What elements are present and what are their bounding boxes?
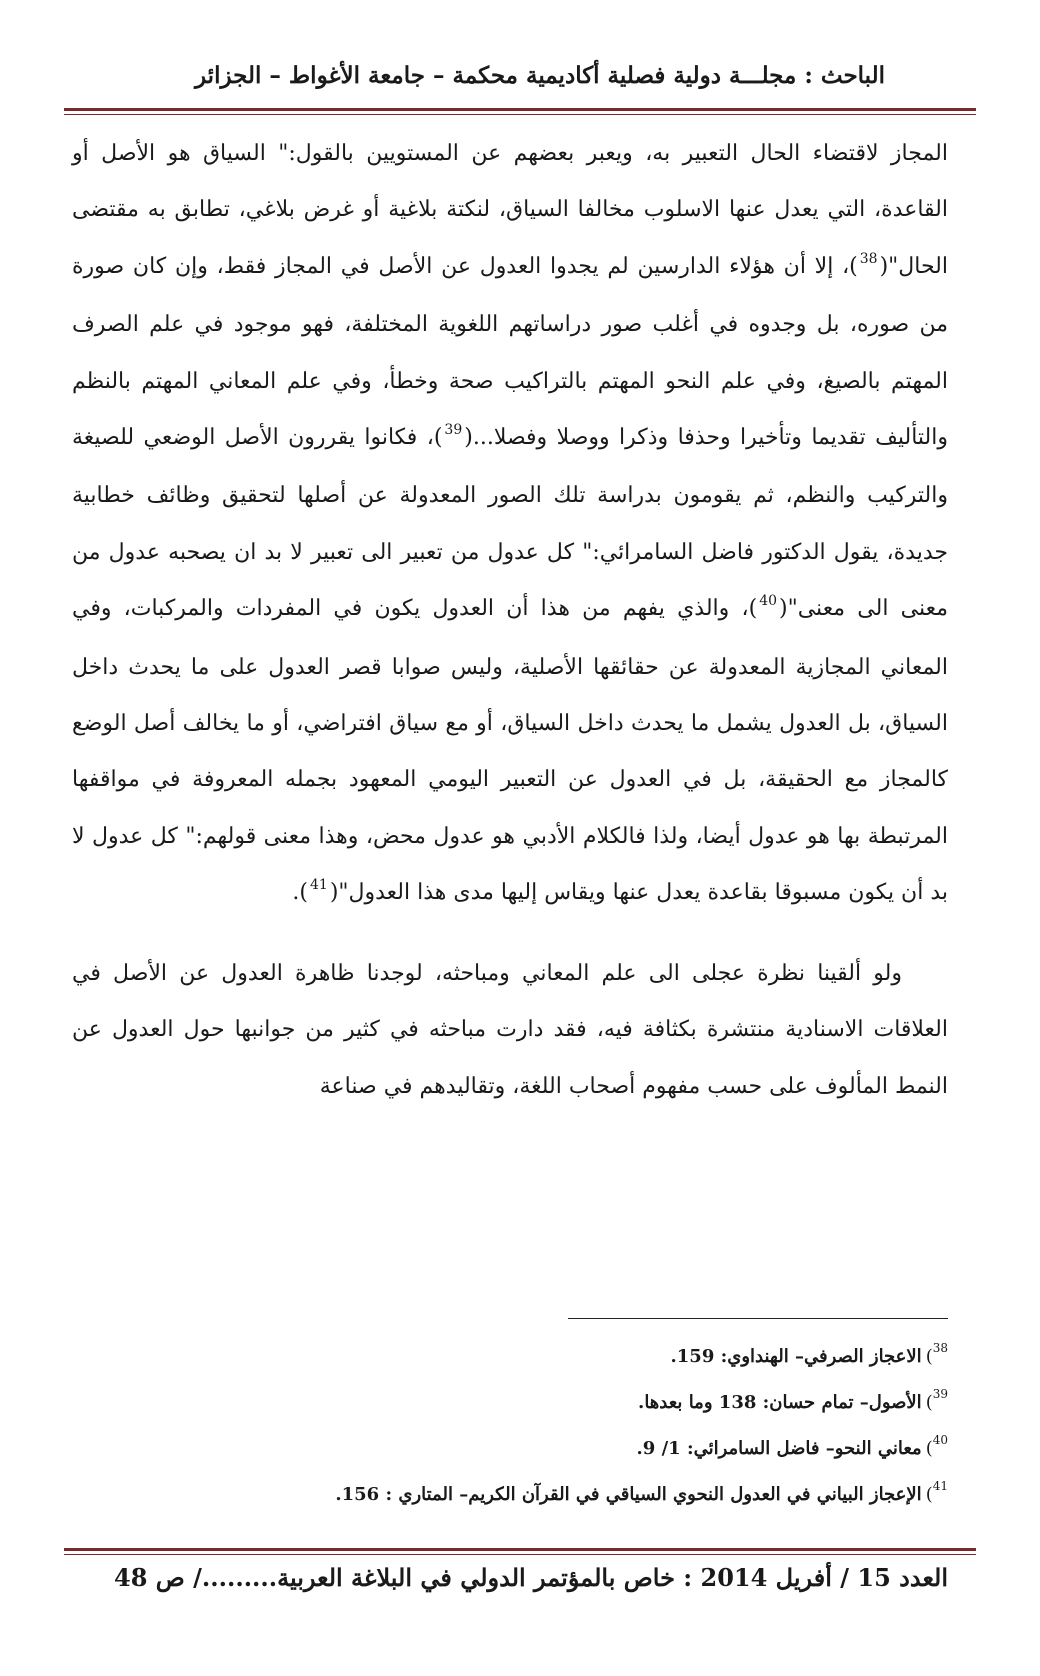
footnote-text: الأصول– تمام حسان: 138 وما بعدها.	[638, 1392, 922, 1413]
footnote-ref-39[interactable]: 39	[444, 422, 463, 439]
footnote-ref-40[interactable]: 40	[759, 593, 778, 610]
footnote-41: $^{41}$)الإعجاز البياني في العدول النحوي السياقي في القرآن الكريم– المتاري : 156.	[335, 1479, 948, 1505]
body-text	[72, 126, 948, 1115]
paragraph-1	[72, 126, 948, 924]
footer-rule	[64, 1548, 976, 1555]
footnote-39: $^{39}$)الأصول– تمام حسان: 138 وما بعدها.	[638, 1387, 948, 1413]
footnote-number: 38	[932, 1341, 948, 1355]
footnote-38: $^{38}$)الاعجاز الصرفي– الهنداوي: 159.	[670, 1341, 948, 1367]
footnote-number: 41	[932, 1479, 948, 1493]
running-footer: العدد 15 / أفريل 2014 : خاص بالمؤتمر الدولي في البلاغة العربية........./ ص 48	[114, 1563, 948, 1592]
running-header: الباحث : مجلـــة دولية فصلية أكاديمية محكمة – جامعة الأغواط – الجزائر	[194, 62, 886, 89]
paragraph-1-segment-1: المجاز لاقتضاء الحال التعبير به، ويعبر بعضهم عن المستويين بالقول:" السياق هو الأصل أو القاعدة، التي يعدل عنها الاسلوب مخالفا السياق، لنكتة بلاغية أو غرض بلاغي، تطابق به مقتضى الحال"(	[72, 141, 948, 279]
paragraph-1-segment-4: )، والذي يفهم من هذا أن العدول يكون في المفردات والمركبات، وفي المعاني المجازية المعدولة عن حقائقها الأصلية، وليس صوابا قصر العدول على ما يحدث داخل السياق، بل العدول يشمل ما يحدث داخل السياق، أو مع سياق افتراضي، أو ما يخالف أصل الوضع كالمجاز مع الحقيقة، بل في العدول عن التعبير اليومي المعهود بجمله المعروفة في مواقفها المرتبطة بها هو عدول أيضا، ولذا فالكلام الأدبي هو عدول محض، وهذا معنى قولهم:" كل عدول لا بد أن يكون مسبوقا بقاعدة يعدل عنها ويقاس إليها مدى هذا العدول"(	[72, 596, 948, 906]
footnote-ref-41[interactable]: 41	[310, 877, 328, 894]
paragraph-1-segment-5: ).	[292, 880, 308, 906]
footnote-text: الإعجاز البياني في العدول النحوي السياقي في القرآن الكريم– المتاري : 156.	[335, 1484, 922, 1505]
footnote-ref-38[interactable]: 38	[859, 250, 878, 267]
footnote-40: $^{40}$)معاني النحو– فاضل السامرائي: 1/ 9.	[636, 1433, 948, 1459]
footnote-separator	[568, 1318, 948, 1319]
footnote-text: الاعجاز الصرفي– الهنداوي: 159.	[670, 1346, 922, 1367]
header-rule	[64, 108, 976, 115]
footnote-number: 40	[932, 1433, 948, 1447]
footnotes	[200, 1334, 948, 1518]
footnote-text: معاني النحو– فاضل السامرائي: 1/ 9.	[636, 1438, 922, 1459]
paragraph-1-segment-3: )، فكانوا يقررون الأصل الوضعي للصيغة والتركيب والنظم، ثم يقومون بدراسة تلك الصور المعدولة عن أصلها لتحقيق وظائف خطابية جديدة، يقول الدكتور فاضل السامرائي:" كل عدول من تعبير الى تعبير لا بد ان يصحبه عدول من معنى الى معنى"(	[72, 425, 949, 622]
paragraph-1-segment-2: )، إلا أن هؤلاء الدارسين لم يجدوا العدول عن الأصل في المجاز فقط، وإن كان صورة من صوره، بل وجدوه في أغلب صور دراساتهم اللغوية المختلفة، فهو موجود في علم الصرف المهتم بالصيغ، وفي علم النحو المهتم بالتراكيب صحة وخطأ، وفي علم المعاني المهتم بالنظم والتأليف تقديما وتأخيرا وحذفا وذكرا ووصلا وفصلا...(	[72, 253, 948, 451]
paragraph-2: ولو ألقينا نظرة عجلى الى علم المعاني ومباحثه، لوجدنا ظاهرة العدول عن الأصل في العلاقات الاسنادية منتشرة بكثافة فيه، فقد دارت مباحثه في كثير من جوانبها حول العدول عن النمط المألوف على حسب مفهوم أصحاب اللغة، وتقاليدهم في صناعة	[72, 960, 948, 1099]
footnote-number: 39	[932, 1387, 948, 1401]
